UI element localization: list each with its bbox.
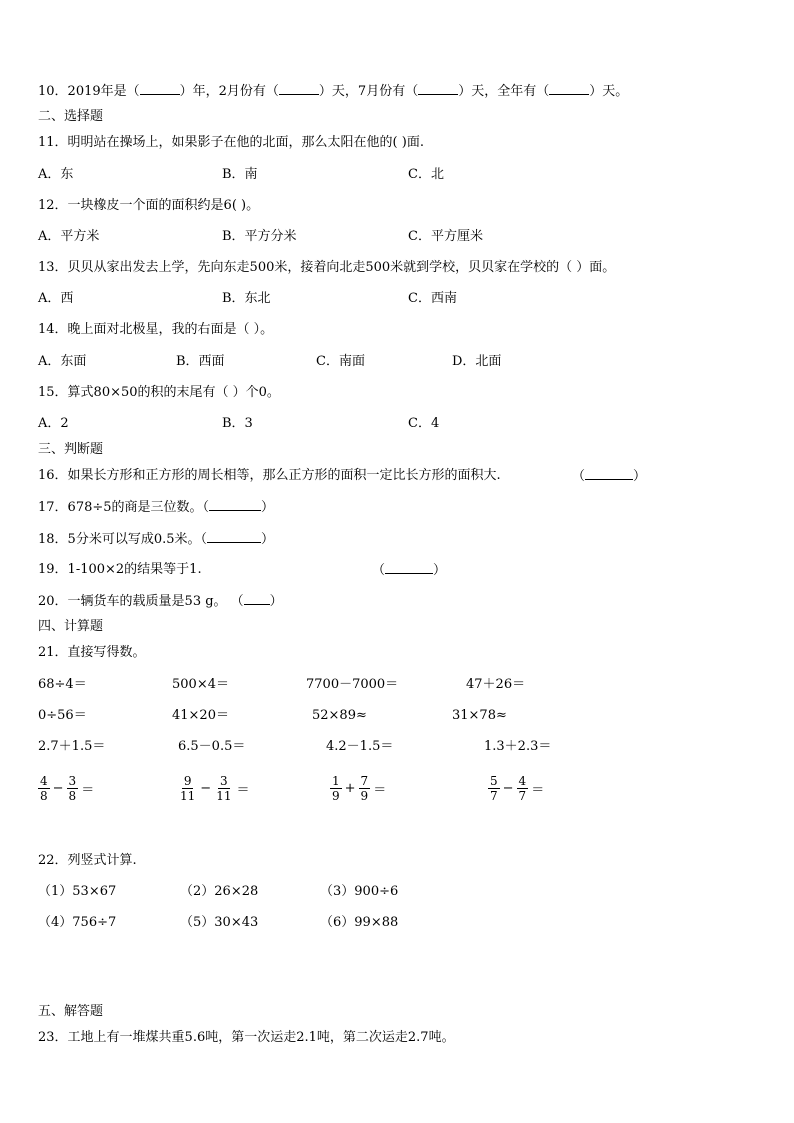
numerator: 1 bbox=[332, 774, 340, 788]
calc-item: 1.3＋2.3＝ bbox=[484, 739, 552, 754]
equals-sign: ＝ bbox=[531, 783, 545, 798]
numerator: 9 bbox=[183, 774, 192, 788]
option-c[interactable]: C．南面 bbox=[316, 354, 365, 369]
judge-answer-box[interactable] bbox=[372, 561, 446, 580]
fraction-expression bbox=[38, 774, 97, 803]
equals-sign: ＝ bbox=[236, 783, 250, 798]
calc-item: 7700－7000＝ bbox=[306, 677, 399, 692]
vertical-calc-item: （2）26×28 bbox=[180, 884, 259, 899]
question-text: 2019年是（ bbox=[67, 84, 140, 99]
paren-right: ） bbox=[269, 594, 283, 609]
question-22: 22．列竖式计算. bbox=[38, 853, 137, 868]
fraction bbox=[517, 774, 529, 803]
answer-blank[interactable] bbox=[140, 82, 180, 95]
question-23: 23．工地上有一堆煤共重5.6吨，第一次运走2.1吨，第二次运走2.7吨。 bbox=[38, 1030, 455, 1045]
answer-blank[interactable] bbox=[549, 82, 589, 95]
question-text: ）天，全年有（ bbox=[458, 84, 550, 99]
question-12: 12．一块橡皮一个面的面积约是6( )。 bbox=[38, 198, 260, 213]
section-heading-judge: 三、判断题 bbox=[38, 442, 104, 457]
question-10 bbox=[38, 82, 628, 101]
option-a[interactable]: A．东面 bbox=[38, 354, 87, 369]
numerator: 4 bbox=[518, 774, 527, 788]
answer-blank[interactable] bbox=[209, 498, 261, 511]
operator: + bbox=[344, 781, 356, 796]
denominator: 7 bbox=[490, 789, 498, 803]
question-16: 16．如果长方形和正方形的周长相等，那么正方形的面积一定比长方形的面积大. bbox=[38, 468, 501, 483]
question-17 bbox=[38, 498, 274, 517]
equals-sign: ＝ bbox=[81, 783, 95, 798]
paren-left: （ bbox=[372, 563, 386, 578]
paren-right: ） bbox=[261, 500, 275, 515]
option-b[interactable]: B．3 bbox=[222, 416, 253, 431]
calc-item: 4.2－1.5＝ bbox=[326, 739, 394, 754]
vertical-calc-item: （3）900÷6 bbox=[320, 884, 399, 899]
question-19: 19．1-100×2的结果等于1. bbox=[38, 562, 202, 577]
fraction bbox=[67, 774, 79, 803]
question-text: ）天。 bbox=[589, 84, 629, 99]
fraction bbox=[359, 774, 371, 803]
answer-blank[interactable] bbox=[585, 467, 633, 480]
vertical-calc-item: （5）30×43 bbox=[180, 915, 259, 930]
option-a[interactable]: A．平方米 bbox=[38, 229, 100, 244]
option-c[interactable]: C．平方厘米 bbox=[408, 229, 483, 244]
calc-item: 2.7＋1.5＝ bbox=[38, 739, 106, 754]
fraction-expression bbox=[178, 774, 252, 803]
vertical-calc-item: （4）756÷7 bbox=[38, 915, 117, 930]
paren-right: ） bbox=[261, 532, 275, 547]
question-text: ）天，7月份有（ bbox=[318, 84, 419, 99]
fraction bbox=[488, 774, 500, 803]
answer-blank[interactable] bbox=[385, 561, 433, 574]
calc-item: 31×78≈ bbox=[452, 708, 507, 723]
option-a[interactable]: A．2 bbox=[38, 416, 69, 431]
option-a[interactable]: A．西 bbox=[38, 291, 74, 306]
calc-item: 500×4＝ bbox=[172, 677, 229, 692]
paren-right: ） bbox=[433, 563, 447, 578]
question-21: 21．直接写得数。 bbox=[38, 645, 146, 660]
vertical-calc-item: （6）99×88 bbox=[320, 915, 399, 930]
calc-item: 0÷56＝ bbox=[38, 708, 87, 723]
calc-item: 52×89≈ bbox=[312, 708, 367, 723]
option-b[interactable]: B．平方分米 bbox=[222, 229, 297, 244]
option-a[interactable]: A．东 bbox=[38, 167, 74, 182]
judge-answer-box[interactable] bbox=[572, 467, 646, 486]
question-text: 20．一辆货车的载质量是53 g。 （ bbox=[38, 594, 244, 609]
question-text: ）年，2月份有（ bbox=[179, 84, 279, 99]
answer-blank[interactable] bbox=[418, 82, 458, 95]
operator: − bbox=[502, 781, 514, 796]
option-c[interactable]: C．西南 bbox=[408, 291, 457, 306]
answer-blank[interactable] bbox=[244, 592, 270, 605]
numerator: 5 bbox=[490, 774, 498, 788]
option-b[interactable]: B．东北 bbox=[222, 291, 271, 306]
fraction-expression bbox=[488, 774, 547, 803]
numerator: 3 bbox=[68, 774, 77, 788]
numerator: 3 bbox=[220, 774, 228, 788]
fraction bbox=[330, 774, 342, 803]
operator: − bbox=[200, 781, 212, 796]
option-c[interactable]: C．4 bbox=[408, 416, 440, 431]
paren-left: （ bbox=[572, 469, 586, 484]
question-11: 11．明明站在操场上，如果影子在他的北面，那么太阳在他的( )面. bbox=[38, 135, 424, 150]
question-14: 14．晚上面对北极星，我的右面是（ ）。 bbox=[38, 322, 274, 337]
fraction-expression bbox=[330, 774, 389, 803]
fraction bbox=[214, 774, 233, 803]
section-heading-calc: 四、计算题 bbox=[38, 619, 104, 634]
question-number: 10． bbox=[38, 84, 68, 99]
denominator: 7 bbox=[518, 789, 527, 803]
denominator: 8 bbox=[68, 789, 77, 803]
numerator: 7 bbox=[360, 774, 369, 788]
paren-right: ） bbox=[633, 469, 647, 484]
denominator: 11 bbox=[216, 789, 232, 803]
option-c[interactable]: C．北 bbox=[408, 167, 444, 182]
denominator: 11 bbox=[180, 789, 196, 803]
calc-item: 6.5－0.5＝ bbox=[178, 739, 246, 754]
question-13: 13．贝贝从家出发去上学，先向东走500米，接着向北走500米就到学校，贝贝家在学校的（ ）面。 bbox=[38, 260, 616, 275]
section-heading-choice: 二、选择题 bbox=[38, 109, 104, 124]
calc-item: 41×20＝ bbox=[172, 708, 229, 723]
fraction bbox=[38, 774, 50, 803]
vertical-calc-item: （1）53×67 bbox=[38, 884, 117, 899]
calc-item: 68÷4＝ bbox=[38, 677, 87, 692]
denominator: 9 bbox=[332, 789, 340, 803]
answer-blank[interactable] bbox=[279, 82, 319, 95]
question-18 bbox=[38, 530, 274, 549]
question-text: 18．5分米可以写成0.5米。（ bbox=[38, 532, 207, 547]
question-text: 17．678÷5的商是三位数。（ bbox=[38, 500, 210, 515]
question-20 bbox=[38, 592, 283, 611]
question-15: 15．算式80×50的积的末尾有（ ）个0。 bbox=[38, 385, 280, 400]
denominator: 8 bbox=[40, 789, 48, 803]
answer-blank[interactable] bbox=[207, 530, 261, 543]
numerator: 4 bbox=[40, 774, 48, 788]
option-b[interactable]: B．南 bbox=[222, 167, 258, 182]
section-heading-solve: 五、解答题 bbox=[38, 1004, 104, 1019]
option-b[interactable]: B．西面 bbox=[176, 354, 225, 369]
operator: − bbox=[52, 781, 64, 796]
equals-sign: ＝ bbox=[373, 783, 387, 798]
option-d[interactable]: D．北面 bbox=[452, 354, 502, 369]
denominator: 9 bbox=[360, 789, 369, 803]
fraction bbox=[178, 774, 197, 803]
calc-item: 47＋26＝ bbox=[466, 677, 526, 692]
